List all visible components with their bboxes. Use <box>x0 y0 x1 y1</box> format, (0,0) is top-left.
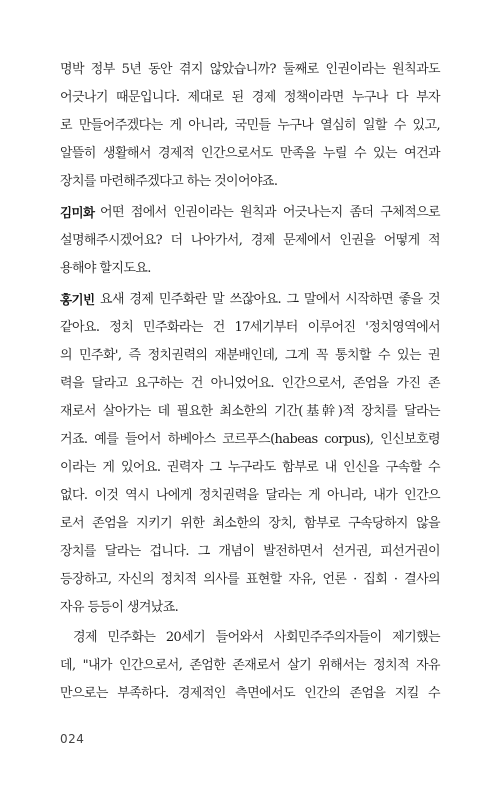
text-line: 로 만들어주겠다는 게 아니라, 국민들 누구나 열심히 일할 수 있고, <box>60 118 440 133</box>
text-line: 없다. 이것 역시 나에게 정치권력을 달라는 게 아니라, 내가 인간으 <box>60 488 440 503</box>
text-line: 거죠. 예를 들어서 하베아스 코르푸스(habeas corpus), 인신보호령 <box>60 432 440 447</box>
text-line: 용해야 할지도요. <box>60 261 151 276</box>
text-line: 설명해주시겠어요? 더 나아가서, 경제 문제에서 인권을 어떻게 적 <box>60 233 440 248</box>
text-line: 의 민주화', 즉 정치권력의 재분배인데, 그게 꼭 통치할 수 있는 권 <box>60 348 440 363</box>
text-line: 로서 존엄을 지키기 위한 최소한의 장치, 함부로 구속당하지 않을 <box>60 516 440 531</box>
page-number: 024 <box>60 732 85 746</box>
text-line: 경제 민주화는 20세기 들어와서 사회민주주의자들이 제기했는 <box>73 630 440 645</box>
text-line: 등장하고, 자신의 정치적 의사를 표현할 자유, 언론 · 집회 · 결사의 <box>60 572 440 587</box>
text-line: 알뜰히 생활해서 경제적 인간으로서도 만족을 누릴 수 있는 여건과 <box>60 146 440 161</box>
text-line: 어긋나기 때문입니다. 제대로 된 경제 정책이라면 누구나 다 부자 <box>60 90 440 105</box>
text-line: 재로서 살아가는 데 필요한 최소한의 기간(基幹)적 장치를 달라는 <box>60 404 440 419</box>
text-line: 명박 정부 5년 동안 겪지 않았습니까? 둘째로 인권이라는 원칙과도 <box>60 62 440 77</box>
text-line: 같아요. 정치 민주화라는 건 17세기부터 이루어진 '정치영역에서 <box>60 320 440 335</box>
text-line: 만으로는 부족하다. 경제적인 측면에서도 인간의 존엄을 지킬 수 <box>60 686 440 701</box>
text-line: 자유 등등이 생겨났죠. <box>60 600 179 615</box>
text-line: 장치를 마련해주겠다고 하는 것이어야죠. <box>60 174 278 189</box>
speaker-name: 홍기빈 <box>60 292 95 307</box>
text-line: 이라는 게 있어요. 권력자 그 누구라도 함부로 내 인신을 구속할 수 <box>60 460 440 475</box>
speaker-name: 김미화 <box>60 205 95 220</box>
text-line: 장치를 달라는 겁니다. 그 개념이 발전하면서 선거권, 피선거권이 <box>60 544 440 559</box>
text-line: 데, "내가 인간으로서, 존엄한 존재로서 살기 위해서는 정치적 자유 <box>60 658 440 673</box>
text-line: 요새 경제 민주화란 말 쓰잖아요. 그 말에서 시작하면 좋을 것 <box>100 292 440 307</box>
text-line: 어떤 점에서 인권이라는 원칙과 어긋나는지 좀더 구체적으로 <box>100 205 440 220</box>
text-line: 력을 달라고 요구하는 건 아니었어요. 인간으로서, 존엄을 가진 존 <box>60 376 440 391</box>
